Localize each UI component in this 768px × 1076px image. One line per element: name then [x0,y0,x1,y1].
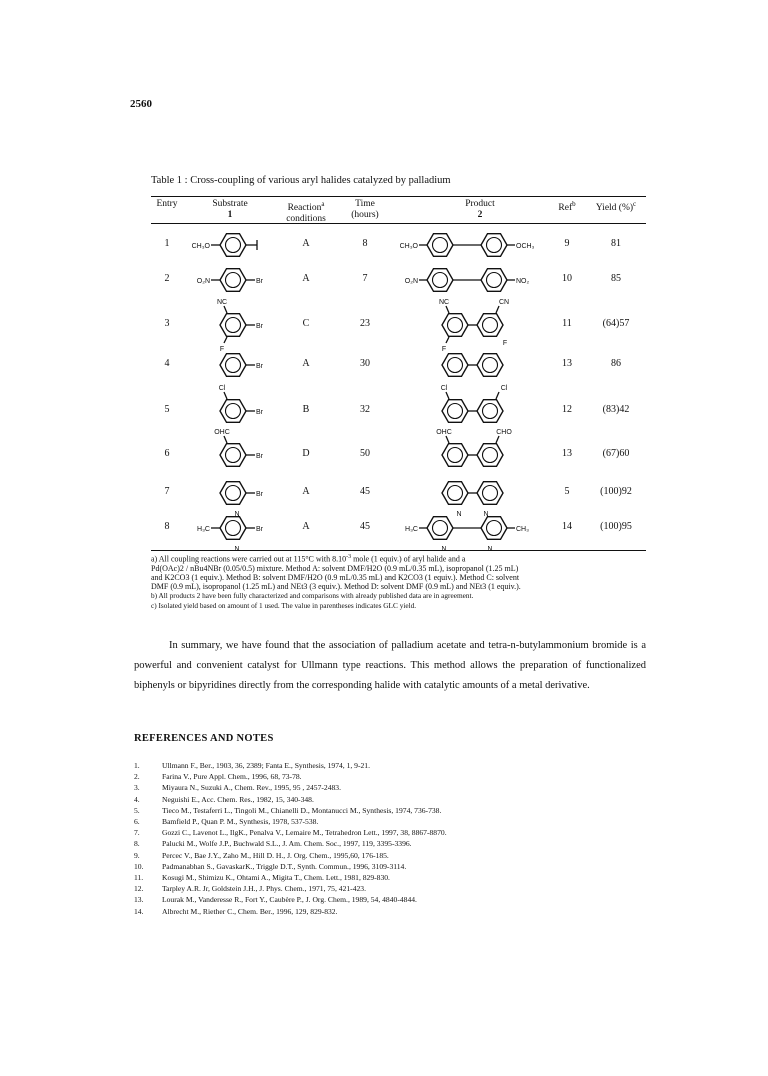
table-footnotes [151,553,646,610]
reaction-condition: A [302,238,310,249]
reference-text: Albrecht M., Riether C., Chem. Ber., 1996, 129, 829-832. [162,906,338,916]
ortho-substituent-label: F [219,346,225,353]
bond-line [496,392,499,399]
reference-item [134,872,447,883]
nitrogen-label: N [234,546,240,553]
nitro-label: NO₂ [516,278,530,285]
reference-item [134,827,447,838]
aromatic-circle [448,486,463,501]
reference-item [134,805,447,816]
reference-item [134,906,447,917]
header-ref-text: Ref [558,203,573,214]
aromatic-circle [226,404,241,419]
reaction-time: 30 [360,358,370,369]
header-reaction-sup: a [321,200,325,208]
bond-line [446,306,449,313]
header-time-text: Time [355,199,375,209]
reference-item [134,782,447,793]
bond-line [224,337,227,343]
header-substrate-text: Substrate [212,199,248,209]
nitro-label: O₂N [404,278,418,285]
aromatic-circle [226,486,241,501]
aromatic-circle [448,404,463,419]
footnote-a-line2: Pd(OAc)2 / nBu4NBr (0.05/0.5) mixture. Method A: solvent DMF/H2O (0.9 mL/0.35 mL), isopropanol (1.25 mL) [151,563,519,573]
reference-number: 5 [564,486,570,497]
ortho-substituent-label: OHC [214,429,230,436]
reference-number: 11 [562,318,572,329]
entry-number: 5 [164,404,170,415]
reference-number: 12. [134,884,144,894]
reaction-time: 45 [360,486,370,497]
aromatic-circle [448,358,463,373]
yield-value: (83)42 [602,404,630,415]
nitro-label: O₂N [196,278,210,285]
aromatic-circle [226,318,241,333]
reference-number: 14 [562,521,572,532]
entry-number: 7 [164,486,170,497]
methoxy-label: CH₃O [191,243,210,250]
bond-line [224,436,227,443]
bromo-label: Br [256,278,263,285]
reaction-time: 23 [360,318,370,329]
entry-number: 3 [164,318,170,329]
aromatic-circle [448,318,463,333]
reference-number: 13. [134,895,144,905]
reference-item [134,771,447,782]
nitrogen-label: N [456,511,462,518]
bond-line [446,337,449,343]
reference-number: 7. [134,828,140,838]
reaction-condition: C [302,318,310,329]
header-time-unit: (hours) [351,210,379,220]
header-substrate-number: 1 [227,210,233,220]
entry-number: 4 [164,358,170,369]
ortho-substituent-label: Cl [440,385,448,392]
yield-value: (64)57 [602,318,630,329]
aromatic-circle [487,521,502,536]
ortho-substituent-label: CN [498,299,510,306]
reference-item [134,838,447,849]
reference-text: Gozzi C., Lavenot L., IlgK., Penalva V., Lemaire M., Tetrahedron Lett., 1997, 38, 8867-8870. [162,828,447,838]
footnote-a-end: mole (1 equiv.) of aryl halide and a [351,554,466,564]
reaction-time: 45 [360,521,370,532]
reference-number: 4. [134,794,140,804]
aromatic-circle [483,358,498,373]
entry-number: 1 [164,238,170,249]
reference-text: Ullmann F., Ber., 1903, 36, 2389; Fanta E., Synthesis, 1974, 1, 9-21. [162,761,371,770]
ortho-substituent-label: F [502,340,508,347]
header-yield-sup: c [633,200,637,208]
summary-paragraph: In summary, we have found that the association of palladium acetate and tetra-n-butylammonium bromide is a powerful and convenient catalyst for Ullmann type reactions. This method allows the preparation of functionalized biphenyls or bipyridines directly from the corresponding halide with catalytic amounts of a metal derivative. [134,640,646,691]
footnote-a-text: a) All coupling reactions were carried out at 115°C with 8.10 [151,554,347,564]
ortho-substituent-label: Cl [218,385,226,392]
ortho-substituent-label: NC [438,299,450,306]
bond-line [496,306,499,313]
aromatic-circle [226,358,241,373]
bromo-label: Br [256,453,263,460]
reference-number: 9 [564,238,570,249]
aromatic-circle [433,238,448,253]
reference-number: 3. [134,783,140,793]
methoxy-label: CH₃O [399,243,418,250]
reference-text: Miyaura N., Suzuki A., Chem. Rev., 1995, 95 , 2457-2483. [162,783,342,793]
yield-value: 81 [611,238,621,249]
reference-text: Palucki M., Wolfe J.P., Buchwald S.L., J. Am. Chem. Soc., 1997, 119, 3395-3396. [162,839,412,849]
bond-line [224,392,227,399]
header-conditions-text: conditions [286,214,326,225]
aromatic-circle [433,521,448,536]
reaction-condition: A [302,521,310,532]
ortho-substituent-label: F [441,346,447,353]
bromo-label: Br [256,409,263,416]
reference-number: 14. [134,906,144,916]
aromatic-circle [433,273,448,288]
header-ref-sup: b [572,200,576,208]
reference-number: 13 [562,358,572,369]
reference-number: 9. [134,850,140,860]
aromatic-circle [487,273,502,288]
aromatic-circle [487,238,502,253]
bond-line [446,392,449,399]
reference-text: Bamfield P., Quan P. M., Synthesis, 1978, 537-538. [162,817,319,827]
aromatic-circle [226,448,241,463]
page-number: 2560 [130,98,152,110]
references-list [134,760,447,917]
reaction-time: 32 [360,404,370,415]
reference-number: 11. [134,873,144,883]
reference-number: 6. [134,817,140,827]
reference-text: Neguishi E., Acc. Chem. Res., 1982, 15, 340-348. [162,794,314,804]
footnote-a-line4: DMF (0.9 mL), isopropanol (1.25 mL) and NEt3 (3 equiv.). Method D: solvent DMF (0.9 mL) and NEt3 (1 equiv.). [151,582,521,592]
aromatic-circle [483,448,498,463]
methyl-label: H₃C [197,526,210,533]
header-entry-text: Entry [156,199,178,209]
entry-number: 2 [164,273,170,284]
aromatic-circle [483,318,498,333]
aromatic-circle [226,238,241,253]
reference-item [134,861,447,872]
reference-number: 10 [562,273,572,284]
reference-item [134,850,447,861]
reference-item [134,760,447,771]
reference-text: Padmanabhan S., GavaskarK., Triggle D.T., Synth. Commun., 1996, 3109-3114. [162,861,407,871]
yield-value: (100)95 [600,521,632,532]
ortho-substituent-label: Cl [500,385,508,392]
nitrogen-label: N [483,511,489,518]
reference-text: Lourak M., Vanderesse R., Fort Y., Caubère P., J. Org. Chem., 1989, 54, 4840-4844. [162,895,417,905]
reference-number: 2. [134,772,140,782]
nitrogen-label: N [234,511,240,518]
aromatic-circle [448,448,463,463]
reference-number: 12 [562,404,572,415]
reference-item [134,816,447,827]
bromo-label: Br [256,323,263,330]
footnote-a-line3: and K2CO3 (1 equiv.). Method B: solvent DMF/H2O (0.9 mL/0.35 mL) and K2CO3 (1 equiv.). Method C: solvent [151,573,520,583]
header-yield-text: Yield (%) [595,203,634,214]
header-reaction-text: Reaction [287,203,322,214]
yield-value: (67)60 [602,448,630,459]
bromo-label: Br [256,491,263,498]
reference-number: 1. [134,761,140,770]
reference-text: Percec V., Bae J.Y., Zaho M., Hill D. H., J. Org. Chem., 1995,60, 176-185. [162,850,389,860]
reference-item [134,794,447,805]
reaction-condition: A [302,358,310,369]
reference-item [134,894,447,905]
footnote-c: c) Isolated yield based on amount of 1 used. The value in parentheses indicates GLC yield. [151,600,417,610]
reaction-condition: A [302,486,310,497]
aromatic-circle [483,404,498,419]
reaction-condition: B [302,404,310,415]
footnote-a-line1 [151,553,646,564]
bromo-label: Br [256,363,263,370]
reference-number: 10. [134,861,144,871]
reference-text: Kosugi M., Shimizu K., Ohtami A., Migita T., Chem. Lett., 1981, 829-830. [162,873,390,883]
table-caption: Table 1 : Cross-coupling of various aryl halides catalyzed by palladium [151,175,451,186]
yield-value: (100)92 [600,486,632,497]
aromatic-circle [226,273,241,288]
header-product-number: 2 [477,210,483,220]
reaction-time: 8 [362,238,368,249]
footnote-b: b) All products 2 have been fully characterized and comparisons with already published data are in agreement. [151,591,474,601]
ortho-substituent-label: OHC [436,429,452,436]
reference-text: Tieco M., Testaferri L., Tingoli M., Chianelli D., Montanucci M., Synthesis, 1974, 736-738. [162,805,442,815]
reaction-time: 7 [362,273,368,284]
ortho-substituent-label: NC [216,299,228,306]
header-product-text: Product [465,199,495,209]
reaction-condition: A [302,273,310,284]
yield-value: 85 [611,273,621,284]
reference-text: Tarpley A.R. Jr, Goldstein J.H., J. Phys. Chem., 1971, 75, 421-423. [162,884,366,894]
entry-number: 8 [164,521,170,532]
entry-number: 6 [164,448,170,459]
reference-text: Farina V., Pure Appl. Chem., 1996, 68, 73-78. [162,772,302,782]
aromatic-circle [483,486,498,501]
aromatic-circle [226,521,241,536]
reference-item [134,883,447,894]
nitrogen-label: N [487,546,493,553]
methyl-label: H₃C [405,526,418,533]
ortho-substituent-label: CHO [496,429,512,436]
bond-line [224,306,227,313]
bond-line [446,436,449,443]
reaction-time: 50 [360,448,370,459]
reaction-condition: D [302,448,310,459]
yield-value: 86 [611,358,621,369]
methyl-label: CH₃ [516,526,529,533]
nitrogen-label: N [441,546,447,553]
reference-number: 13 [562,448,572,459]
reference-number: 5. [134,805,140,815]
bond-line [496,436,499,443]
references-heading: REFERENCES AND NOTES [134,733,274,744]
methoxy-label: OCH₃ [516,243,535,250]
footnote-a-sup: -3 [346,554,352,560]
reference-number: 8. [134,839,140,849]
bromo-label: Br [256,526,263,533]
